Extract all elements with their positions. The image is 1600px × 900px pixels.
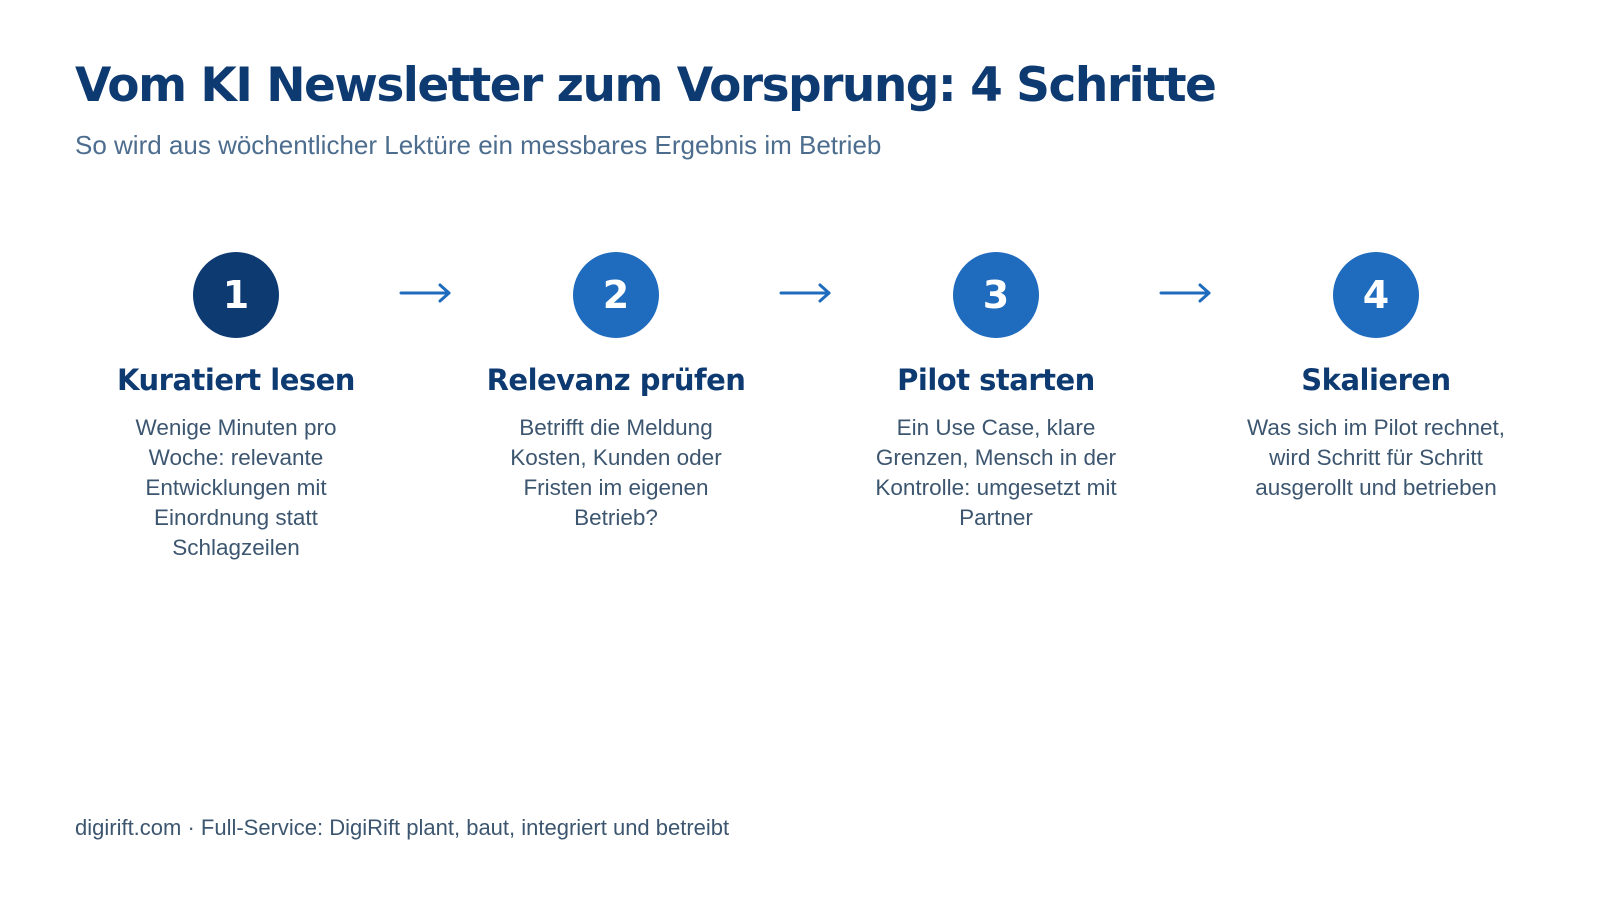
step-description-line: Entwicklungen mit xyxy=(145,475,327,500)
step-2 xyxy=(466,252,766,533)
step-description-line: wird Schritt für Schritt xyxy=(1269,445,1483,470)
step-description-line: Grenzen, Mensch in der xyxy=(875,445,1117,470)
step-description-line: Betrifft die Meldung xyxy=(519,415,713,440)
step-number-badge: 1 xyxy=(193,252,279,338)
step-title: Pilot starten xyxy=(897,363,1095,397)
step-description-line: Kontrolle: umgesetzt mit xyxy=(875,475,1117,500)
step-description-line: Einordnung statt xyxy=(154,505,318,530)
step-description-line: Partner xyxy=(959,505,1033,530)
step-title: Relevanz prüfen xyxy=(486,363,746,397)
arrow-right-icon xyxy=(1159,281,1213,305)
step-description-line: Kosten, Kunden oder xyxy=(510,445,722,470)
step-description xyxy=(1247,413,1505,503)
step-4 xyxy=(1226,252,1526,503)
arrow-right-icon xyxy=(779,281,833,305)
footer-text: digirift.com · Full-Service: DigiRift plant, baut, integriert und betreibt xyxy=(75,815,730,840)
page-title: Vom KI Newsletter zum Vorsprung: 4 Schritte xyxy=(75,58,1216,113)
step-number-badge: 3 xyxy=(953,252,1039,338)
step-number-badge: 4 xyxy=(1333,252,1419,338)
step-description-line: Ein Use Case, klare xyxy=(896,415,1096,440)
page-subtitle: So wird aus wöchentlicher Lektüre ein messbares Ergebnis im Betrieb xyxy=(75,130,882,160)
step-description-line: ausgerollt und betrieben xyxy=(1255,475,1497,500)
step-title: Skalieren xyxy=(1301,363,1451,397)
step-description-line: Betrieb? xyxy=(574,505,658,530)
arrow-right-icon xyxy=(399,281,453,305)
step-description-line: Woche: relevante xyxy=(148,445,324,470)
step-description-line: Was sich im Pilot rechnet, xyxy=(1247,415,1505,440)
step-description xyxy=(136,413,337,563)
step-description xyxy=(875,413,1116,533)
step-description-line: Schlagzeilen xyxy=(172,535,300,560)
step-number-badge: 2 xyxy=(573,252,659,338)
step-description-line: Fristen im eigenen xyxy=(523,475,709,500)
step-title: Kuratiert lesen xyxy=(117,363,355,397)
step-description xyxy=(510,413,721,533)
step-description-line: Wenige Minuten pro xyxy=(135,415,337,440)
step-1 xyxy=(86,252,386,563)
step-3 xyxy=(846,252,1146,533)
